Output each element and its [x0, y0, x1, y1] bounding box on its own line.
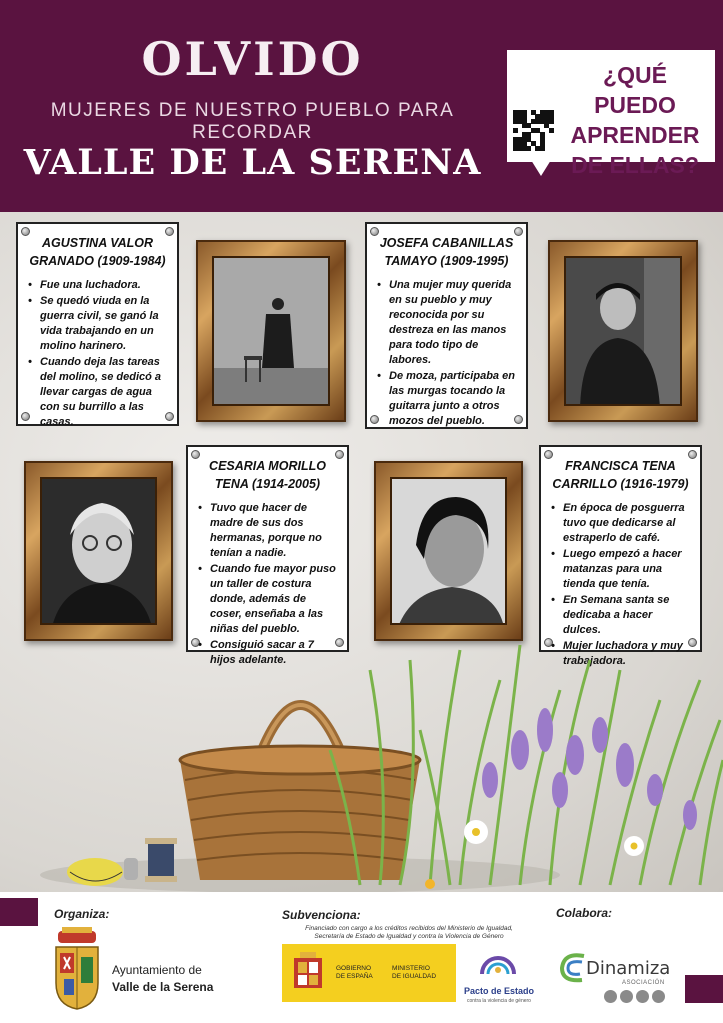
ministerio-line: DE IGUALDAD — [392, 973, 437, 980]
info-card — [539, 445, 702, 667]
facebook-icon[interactable] — [604, 990, 617, 1003]
name-line: JOSEFA CABANILLAS — [379, 236, 514, 250]
gobierno-line: GOBIERNO — [336, 965, 372, 972]
twitter-icon[interactable] — [620, 990, 633, 1003]
fact-item: • Cuando fue mayor puso un taller de costura donde, además de coser, enseñaba a las niñas del pueblo. — [196, 562, 339, 637]
info-card — [365, 222, 528, 429]
pin-icon — [688, 450, 697, 459]
portrait-frame — [24, 461, 173, 641]
fact-item: • Luego empezó a hacer matanzas para una tienda que tenía. — [549, 547, 692, 592]
info-card — [16, 222, 179, 426]
fact-item: • De moza, participaba en las murgas tocando la guitarra junto a otros mozos del pueblo. — [375, 369, 518, 429]
name-line: TENA (1914-2005) — [214, 477, 321, 491]
woman-name — [196, 457, 339, 493]
name-line: CARRILLO (1916-1979) — [552, 477, 689, 491]
gobierno-text — [336, 965, 373, 981]
portrait-frame — [196, 240, 346, 422]
portrait-photo — [40, 477, 157, 625]
woman-portrait-image — [392, 479, 507, 625]
ayuntamiento-line: Ayuntamiento de — [112, 963, 202, 977]
name-line: TAMAYO (1909-1995) — [384, 254, 509, 268]
name-line: AGUSTINA VALOR — [41, 236, 154, 250]
portrait-photo — [212, 256, 330, 406]
fact-item: • Fue una luchadora. — [26, 278, 169, 293]
colabora-label: Colabora: — [556, 906, 613, 920]
email-icon[interactable] — [652, 990, 665, 1003]
footer-accent-left — [0, 898, 38, 926]
poster-subtitle: MUJERES DE NUESTRO PUEBLO PARA RECORDAR — [50, 100, 455, 143]
gobierno-line: DE ESPAÑA — [336, 973, 373, 980]
organiza-label: Organiza: — [54, 907, 110, 921]
funding-line: Financiado con cargo a los créditos recibidos del Ministerio de Igualdad, — [305, 925, 513, 932]
pin-icon — [21, 227, 30, 236]
woman-standing-image — [214, 258, 330, 406]
ministerio-line: MINISTERIO — [392, 965, 430, 972]
name-line: FRANCISCA TENA — [565, 459, 676, 473]
qr-module — [549, 128, 554, 133]
qr-code-icon[interactable] — [513, 110, 553, 150]
pacto-title: Pacto de Estado — [463, 986, 535, 996]
fact-item: • Cuando deja las tareas del molino, se dedicó a llevar cargas de agua con su burrillo a las casas. — [26, 355, 169, 430]
question-text — [560, 60, 710, 180]
qr-module — [526, 146, 531, 151]
ayuntamiento-line: Valle de la Serena — [112, 980, 214, 994]
pin-icon — [335, 450, 344, 459]
fact-item: • Consiguió sacar a 7 hijos adelante. — [196, 638, 339, 668]
social-icons — [604, 990, 674, 1004]
dinamiza-name: Dinamiza — [586, 958, 671, 979]
info-card — [186, 445, 349, 666]
portrait-frame — [374, 461, 523, 641]
pin-icon — [191, 450, 200, 459]
pin-icon — [370, 227, 379, 236]
poster-title: OLVIDO — [141, 32, 364, 86]
ministerio-text — [392, 965, 436, 981]
qr-module — [549, 119, 554, 124]
dinamiza-logo-icon — [558, 950, 588, 984]
dinamiza-sub: ASOCIACIÓN — [622, 980, 665, 986]
qr-module — [513, 128, 518, 133]
question-line: DE ELLAS? — [571, 152, 699, 178]
name-line: GRANADO (1909-1984) — [29, 254, 166, 268]
pacto-logo-icon — [476, 946, 520, 982]
woman-portrait-image — [566, 258, 682, 406]
spain-crest-icon — [290, 952, 326, 994]
fact-item: • Tuvo que hacer de madre de sus dos hermanas, porque no tenían a nadie. — [196, 501, 339, 561]
facts-list — [375, 278, 518, 429]
funding-note — [284, 925, 534, 941]
instagram-icon[interactable] — [636, 990, 649, 1003]
woman-name — [549, 457, 692, 493]
woman-name — [26, 234, 169, 270]
fact-item: • En Semana santa se dedicaba a hacer dulces. — [549, 593, 692, 638]
name-line: CESARIA MORILLO — [209, 459, 326, 473]
pin-icon — [514, 227, 523, 236]
pin-icon — [165, 227, 174, 236]
fact-item: • En época de posguerra tuvo que dedicarse al estraperlo de café. — [549, 501, 692, 546]
coat-of-arms-icon — [52, 927, 102, 1011]
speech-bubble-tail — [531, 160, 551, 176]
portrait-photo — [390, 477, 507, 625]
portrait-frame — [548, 240, 698, 422]
funding-line: Secretaría de Estado de Igualdad y contra la Violencia de Género — [314, 933, 504, 940]
facts-list — [26, 278, 169, 430]
footer-accent-right — [685, 975, 723, 1003]
ayuntamiento-name — [112, 962, 213, 996]
fact-item: • Una mujer muy querida en su pueblo y muy reconocida por su destreza en las manos para todo tipo de labores. — [375, 278, 518, 368]
question-line: ¿QUÉ PUEDO — [594, 62, 676, 118]
subvenciona-label: Subvenciona: — [282, 908, 361, 922]
question-line: APRENDER — [570, 122, 700, 148]
fact-item: • Se quedó viuda en la guerra civil, se ganó la vida trabajando en un molino harinero. — [26, 294, 169, 354]
elderly-woman-image — [42, 479, 157, 625]
qr-module — [540, 146, 545, 151]
portrait-photo — [564, 256, 682, 406]
pacto-subtitle: contra la violencia de género — [467, 998, 531, 1004]
pin-icon — [544, 450, 553, 459]
basket-lavender-decoration — [0, 640, 723, 892]
poster-town: VALLE DE LA SERENA — [23, 142, 482, 183]
fact-item: • Mujer luchadora y muy trabajadora. — [549, 639, 692, 669]
woman-name — [375, 234, 518, 270]
